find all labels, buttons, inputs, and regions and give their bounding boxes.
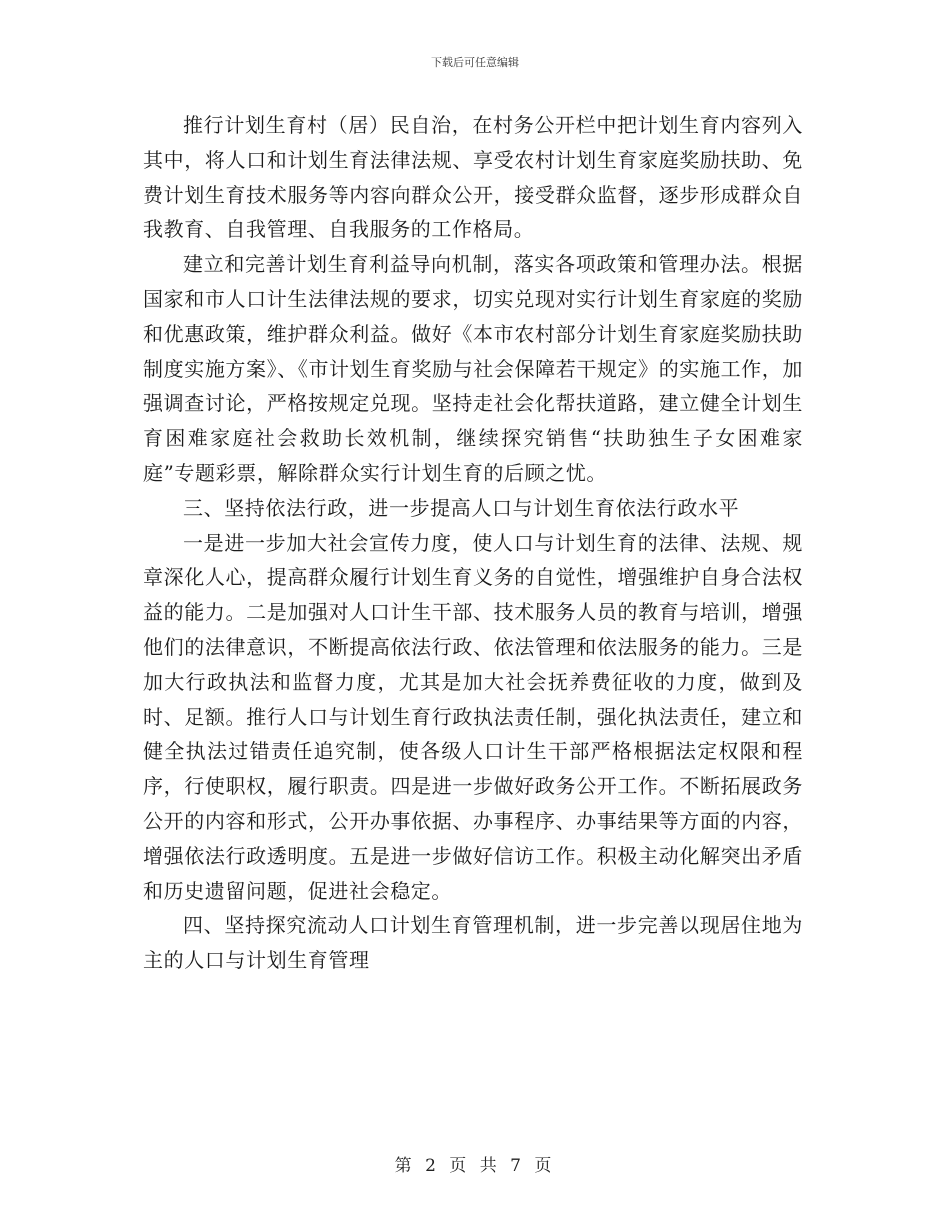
- page-footer: 第 2 页 共 7 页: [394, 1156, 556, 1176]
- section-heading-4: 四、坚持探究流动人口计划生育管理机制，进一步完善以现居住地为主的人口与计划生育管理: [143, 913, 803, 973]
- paragraph-incentive-mechanism: 建立和完善计划生育利益导向机制，落实各项政策和管理办法。根据国家和市人口计生法律法规的要求，切实兑现对实行计划生育家庭的奖励和优惠政策，维护群众利益。做好《本市农村部分计划生育家庭奖励扶助制度实施方案》、《市计划生育奖励与社会保障若干规定》的实施工作，加强调查讨论，严格按规定兑现。坚持走社会化帮扶道路，建立健全计划生育困难家庭社会救助长效机制，继续探究销售“扶助独生子女困难家庭”专题彩票，解除群众实行计划生育的后顾之忧。: [143, 252, 803, 485]
- document-body: [143, 108, 803, 978]
- section-heading-3: 三、坚持依法行政，进一步提高人口与计划生育依法行政水平: [183, 495, 740, 520]
- paragraph-law-administration: 一是进一步加大社会宣传力度，使人口与计划生育的法律、法规、规章深化人心，提高群众履行计划生育义务的自觉性，增强维护自身合法权益的能力。二是加强对人口计生干部、技术服务人员的教育与培训，增强他们的法律意识，不断提高依法行政、依法管理和依法服务的能力。三是加大行政执法和监督力度，尤其是加大社会抚养费征收的力度，做到及时、足额。推行人口与计划生育行政执法责任制，强化执法责任，建立和健全执法过错责任追究制，使各级人口计生干部严格根据法定权限和程序，行使职权，履行职责。四是进一步做好政务公开工作。不断拓展政务公开的内容和形式，公开办事依据、办事程序、办事结果等方面的内容，增强依法行政透明度。五是进一步做好信访工作。积极主动化解突出矛盾和历史遗留问题，促进社会稳定。: [143, 530, 803, 903]
- paragraph-village-autonomy: 推行计划生育村（居）民自治，在村务公开栏中把计划生育内容列入其中，将人口和计划生育法律法规、享受农村计划生育家庭奖励扶助、免费计划生育技术服务等内容向群众公开，接受群众监督，逐步形成群众自我教育、自我管理、自我服务的工作格局。: [143, 113, 803, 242]
- page-header: 下载后可任意编辑: [431, 56, 519, 69]
